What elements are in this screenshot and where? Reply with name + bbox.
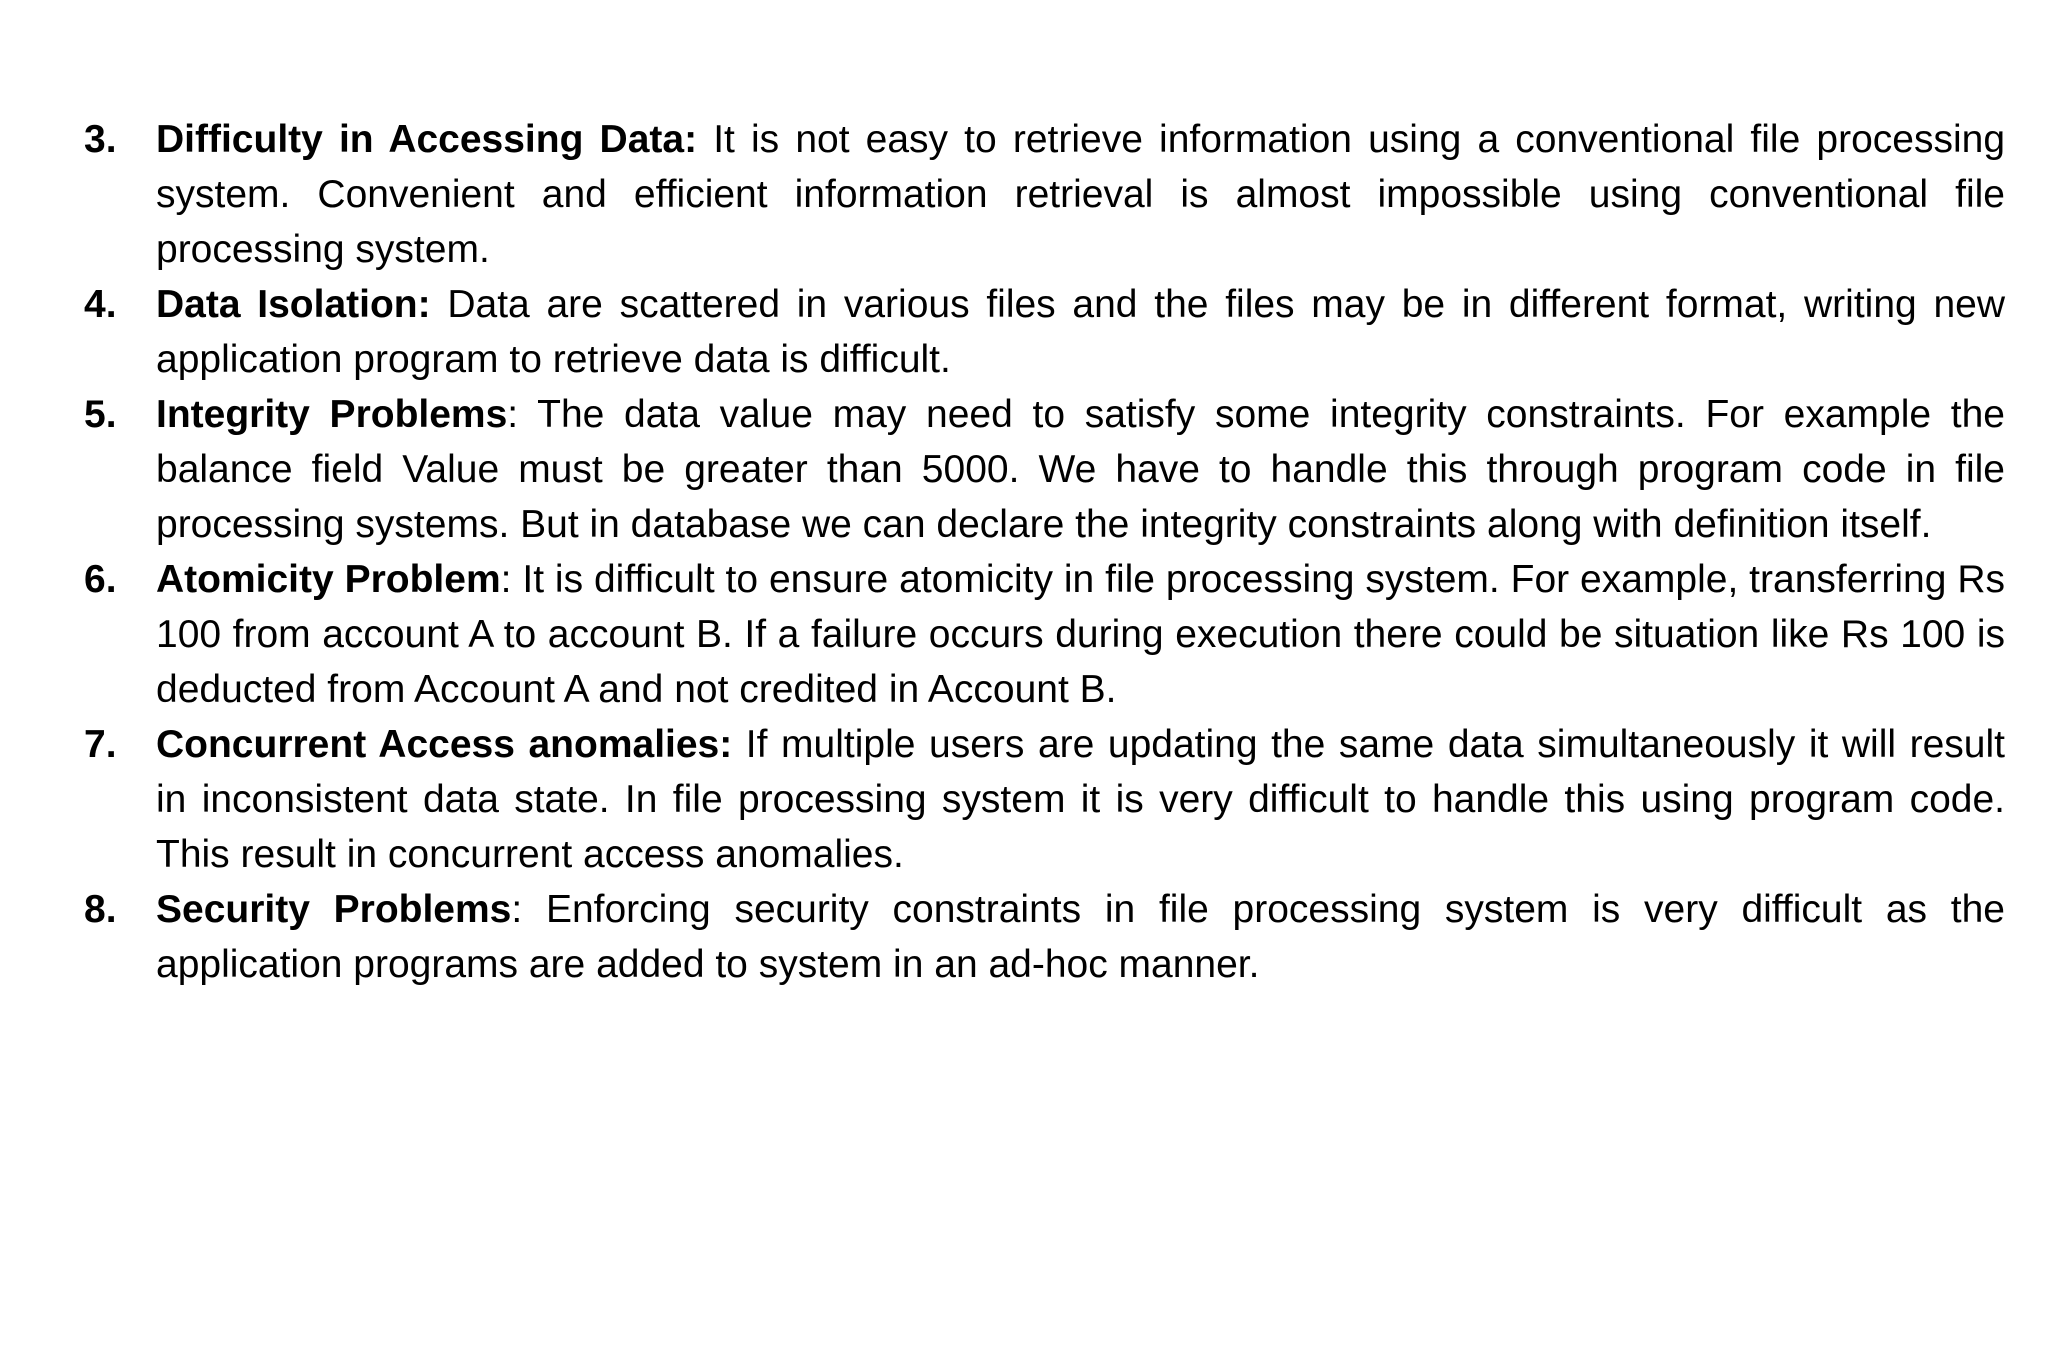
item-number: 8. [84, 888, 117, 931]
item-number: 4. [84, 283, 117, 326]
item-text [156, 552, 2005, 717]
item-text [156, 387, 2005, 552]
list-item-security-problems [84, 882, 2005, 992]
item-heading: Integrity Problems [156, 393, 508, 436]
item-heading: Atomicity Problem [156, 558, 501, 601]
list-item-atomicity-problem [84, 552, 2005, 717]
item-number: 3. [84, 118, 117, 161]
item-description: : It is difficult to ensure atomicity in file processing system. For example, transferring Rs 100 from account A to account B. If a failure occurs during execution there could be situation like Rs 100 is deducted from Account A and not credited in Account B. [156, 558, 2005, 711]
item-text [156, 277, 2005, 387]
list-item-difficulty-accessing-data [84, 112, 2005, 277]
item-description: : The data value may need to satisfy some integrity constraints. For example the balance field Value must be greater than 5000. We have to handle this through program code in file processing systems. But in database we can declare the integrity constraints along with definition itself. [156, 393, 2005, 546]
list-item-integrity-problems [84, 387, 2005, 552]
list-item-data-isolation [84, 277, 2005, 387]
item-description: If multiple users are updating the same data simultaneously it will result in inconsistent data state. In file processing system it is very difficult to handle this using program code. This result in concurrent access anomalies. [156, 723, 2005, 876]
item-heading: Difficulty in Accessing Data: [156, 118, 698, 161]
item-text [156, 717, 2005, 882]
item-number: 6. [84, 558, 117, 601]
item-description: It is not easy to retrieve information using a conventional file processing system. Convenient and efficient information retrieval is almost impossible using conventional file processing system. [156, 118, 2006, 271]
item-text [156, 882, 2005, 992]
list-item-concurrent-access-anomalies [84, 717, 2005, 882]
item-text [156, 112, 2005, 277]
item-description: : Enforcing security constraints in file processing system is very difficult as the application programs are added to system in an ad-hoc manner. [156, 888, 2005, 986]
item-heading: Data Isolation: [156, 283, 431, 326]
item-heading: Security Problems [156, 888, 512, 931]
item-description: Data are scattered in various files and the files may be in different format, writing new application program to retrieve data is difficult. [156, 283, 2005, 381]
numbered-point-list [84, 112, 2005, 992]
item-number: 5. [84, 393, 117, 436]
item-number: 7. [84, 723, 117, 766]
item-heading: Concurrent Access anomalies: [156, 723, 733, 766]
